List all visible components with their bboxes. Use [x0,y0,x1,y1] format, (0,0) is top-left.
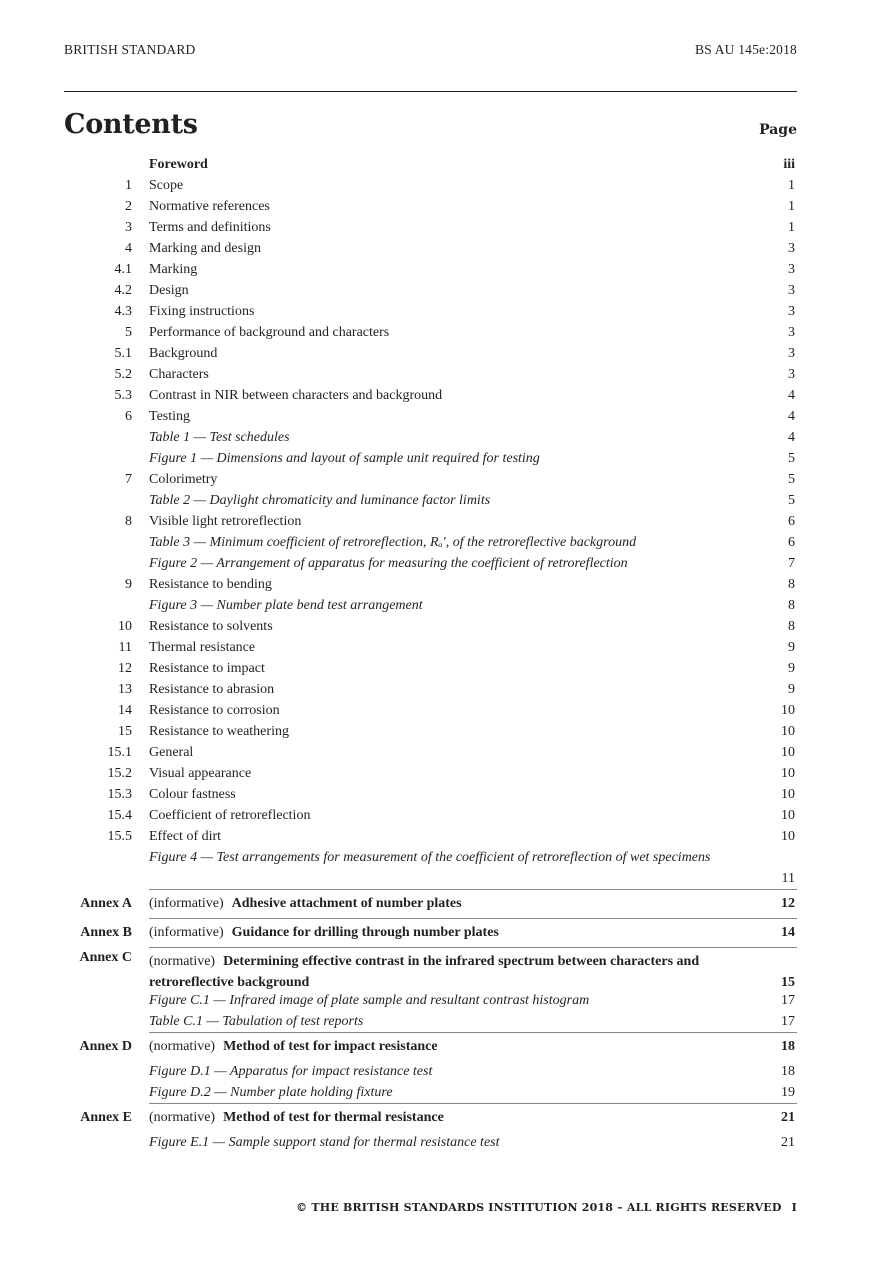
toc-entry-page: 9 [788,661,795,676]
toc-entry-page: 1 [788,199,795,214]
toc-entry-number: 1 [125,178,132,193]
toc-entry-page: 8 [788,619,795,634]
toc-entry-title: Performance of background and characters [149,325,390,340]
annex-type: (normative) [149,1110,216,1125]
toc-entry[interactable] [64,238,797,259]
toc-entry-page: 3 [788,283,795,298]
toc-entry-title: Figure 3 — Number plate bend test arrangement [149,598,423,613]
annex-entry[interactable] [80,890,797,918]
toc-entry-page: 10 [781,808,795,823]
toc-entry-page: 10 [781,724,795,739]
toc-entry-number: 5 [125,325,132,340]
annex-type: (informative) [149,896,224,911]
toc-entry-page: 6 [788,535,795,550]
toc-entry[interactable] [64,805,797,826]
annex-entry[interactable] [79,948,797,990]
annex-sub-page: 19 [781,1085,795,1100]
toc-entry-page: 9 [788,682,795,697]
toc-entry-page: 3 [788,262,795,277]
toc-entry-title: Contrast in NIR between characters and background [149,388,443,403]
toc-entry[interactable] [64,322,797,343]
toc-entry-number: 15.5 [107,829,132,844]
toc-entry-title: Table 1 — Test schedules [149,430,290,445]
annex-title: Method of test for impact resistance [223,1039,438,1054]
toc-entry-page: 3 [788,325,795,340]
annex-label: Annex A [80,896,132,911]
annex-sub-page: 18 [781,1064,795,1079]
toc-entry[interactable] [64,784,797,805]
toc-entry-number: 6 [125,409,132,424]
toc-entry-page: 7 [788,556,795,571]
toc-entry-title: Figure 2 — Arrangement of apparatus for measuring the coefficient of retroreflection [149,556,628,571]
annex-sub-entry[interactable] [149,990,797,1011]
toc-entry-title: Effect of dirt [149,829,222,844]
toc-entry-title: Resistance to weathering [149,724,289,739]
toc-entry-page: 8 [788,598,795,613]
annex-title-line [149,890,737,918]
toc-entry-title: Visual appearance [149,766,252,781]
toc-entry[interactable] [64,175,797,196]
running-header-right: BS AU 145e:2018 [694,42,797,57]
toc-entry-number: 10 [118,619,132,634]
annex-type: (normative) [149,1039,216,1054]
toc-entry-number: 15.4 [107,808,132,823]
annex-label: Annex D [79,1039,132,1054]
annex-entry[interactable] [79,1033,797,1061]
annex-label: Annex C [79,950,132,965]
toc-entry[interactable] [64,448,797,469]
toc-entry-number: 14 [118,703,132,718]
annex-page: 12 [781,896,795,911]
toc-entry[interactable] [64,532,797,553]
toc-entry[interactable] [64,154,797,175]
annex-sub-entry[interactable] [149,1061,797,1082]
annex-title: Guidance for drilling through number plates [231,925,499,940]
annex-block [79,947,797,1032]
toc-entry[interactable] [64,343,797,364]
toc-entry-page: 5 [788,493,795,508]
annex-sub-title: Figure C.1 — Infrared image of plate sample and resultant contrast histogram [149,993,590,1008]
toc-entry-number: 4.2 [114,283,132,298]
annex-page: 14 [781,925,795,940]
page-column-heading: Page [759,122,797,138]
toc-entry[interactable] [64,721,797,742]
toc-entry-page: 1 [788,178,795,193]
toc-entry-number: 4.3 [114,304,132,319]
toc-entry-page: 10 [781,745,795,760]
toc-entry-title: Background [149,346,218,361]
toc-entry[interactable] [64,469,797,490]
toc-entry-title: Design [149,283,189,298]
annex-page: 15 [781,975,795,990]
toc-entry[interactable] [64,490,797,511]
toc-entry-page: 3 [788,304,795,319]
toc-entry[interactable] [64,679,797,700]
annex-title-line [149,919,737,947]
annex-title: Method of test for thermal resistance [223,1110,444,1125]
toc-entry-number: 15.2 [107,766,132,781]
toc-entry-title: Coefficient of retroreflection [149,808,311,823]
toc-entry[interactable] [64,196,797,217]
toc-entry-number: 8 [125,514,132,529]
table-of-contents [64,154,797,1153]
toc-entry-number: 5.2 [114,367,132,382]
toc-entry-title: Resistance to abrasion [149,682,275,697]
toc-entry-title: Thermal resistance [149,640,256,655]
toc-entry-number: 7 [125,472,132,487]
toc-entry[interactable] [64,385,797,406]
toc-entry-title: Marking and design [149,241,261,256]
toc-entry-title: Resistance to impact [149,661,265,676]
toc-entry-page: 4 [788,388,795,403]
annex-entry[interactable] [80,1104,797,1132]
toc-entry-number: 4.1 [114,262,132,277]
annex-title-line [149,951,737,993]
annex-sub-title: Figure D.1 — Apparatus for impact resistance test [149,1064,433,1079]
toc-entry-page: 1 [788,220,795,235]
annex-sub-title: Figure E.1 — Sample support stand for thermal resistance test [149,1135,500,1150]
toc-entry[interactable] [64,616,797,637]
toc-entry-page: 11 [781,871,795,886]
toc-entry-page: iii [783,157,795,172]
toc-entry[interactable] [64,301,797,322]
toc-entry[interactable] [64,217,797,238]
toc-entry-title: Testing [149,409,191,424]
header-rule [64,91,797,92]
toc-entry[interactable] [64,511,797,532]
annex-label: Annex B [80,925,132,940]
toc-entry[interactable] [64,259,797,280]
toc-entry-title: Marking [149,262,198,277]
toc-entry-number: 5.1 [114,346,132,361]
toc-entry-number: 11 [118,640,132,655]
annex-sub-title: Figure D.2 — Number plate holding fixture [149,1085,393,1100]
toc-entry-number: 5.3 [114,388,132,403]
toc-entry-page: 3 [788,346,795,361]
toc-entry-page: 3 [788,241,795,256]
toc-entry-title: General [149,745,194,760]
toc-entry-title: Scope [149,178,184,193]
toc-entry[interactable] [64,427,797,448]
toc-entry[interactable] [64,406,797,427]
toc-entry-title: Table 2 — Daylight chromaticity and luminance factor limits [149,493,491,508]
toc-entry-title: Visible light retroreflection [149,514,302,529]
toc-entry-title: Characters [149,367,209,382]
toc-entry[interactable] [64,574,797,595]
toc-entry[interactable] [64,763,797,784]
annex-sub-entry[interactable] [149,1082,797,1103]
toc-entry[interactable] [64,280,797,301]
annex-block [80,1103,797,1153]
page-number: I [791,1201,797,1214]
annex-block [79,1032,797,1103]
toc-entry[interactable] [64,364,797,385]
annex-block [80,889,797,918]
page-title: Contents [64,109,198,140]
copyright-footer [296,1201,797,1214]
toc-entry-title: Colorimetry [149,472,218,487]
toc-entry-title: Terms and definitions [149,220,271,235]
toc-entry-title: Figure 4 — Test arrangements for measurement of the coefficient of retroreflection of wet specimens [149,850,711,865]
toc-entry-title: Resistance to bending [149,577,272,592]
annex-label: Annex E [80,1110,132,1125]
annex-sub-title: Table C.1 — Tabulation of test reports [149,1014,364,1029]
annex-sub-page: 17 [781,993,795,1008]
toc-entry[interactable] [64,700,797,721]
toc-entry[interactable] [64,826,797,847]
annex-sub-page: 17 [781,1014,795,1029]
toc-entry-number: 2 [125,199,132,214]
toc-entry-title: Resistance to solvents [149,619,273,634]
toc-entry-page: 10 [781,787,795,802]
toc-entry-page: 5 [788,472,795,487]
annex-title-line [149,1033,737,1061]
running-header-left: BRITISH STANDARD [64,42,196,57]
toc-entry-page: 8 [788,577,795,592]
toc-entry-title: Normative references [149,199,270,214]
annex-page: 18 [781,1039,795,1054]
toc-entry[interactable] [64,742,797,763]
toc-entry-number: 3 [125,220,132,235]
annex-page: 21 [781,1110,795,1125]
annex-sub-entry[interactable] [149,1132,797,1153]
toc-entry-title: Colour fastness [149,787,236,802]
toc-entry-number: 15.1 [107,745,132,760]
toc-entry-page: 9 [788,640,795,655]
toc-entry[interactable] [64,658,797,679]
toc-entry-title: Foreword [149,157,208,172]
toc-entry-page: 10 [781,766,795,781]
toc-entry-number: 15.3 [107,787,132,802]
annex-type: (normative) [149,954,216,969]
annex-title-line [149,1104,737,1132]
toc-entry-page: 5 [788,451,795,466]
toc-entry[interactable] [64,595,797,616]
toc-entry-title: Figure 1 — Dimensions and layout of sample unit required for testing [149,451,540,466]
annex-title: Adhesive attachment of number plates [231,896,462,911]
annex-title: Determining effective contrast in the infrared spectrum between characters and retroreflective background [149,954,700,990]
annex-sub-page: 21 [781,1135,795,1150]
toc-entry-page: 4 [788,409,795,424]
annex-sub-entry[interactable] [149,1011,797,1032]
toc-entry-number: 12 [118,661,132,676]
annex-block [80,918,797,947]
annex-type: (informative) [149,925,224,940]
toc-entry-title: Fixing instructions [149,304,255,319]
toc-entry[interactable] [64,847,797,889]
toc-entry-title: Table 3 — Minimum coefficient of retroreflection, Rₐ′, of the retroreflective background [149,535,637,550]
toc-entry[interactable] [64,637,797,658]
toc-entry-number: 4 [125,241,132,256]
toc-entry-page: 3 [788,367,795,382]
annex-entry[interactable] [80,919,797,947]
toc-entry[interactable] [64,553,797,574]
toc-entry-page: 6 [788,514,795,529]
toc-entry-title: Resistance to corrosion [149,703,280,718]
toc-entry-page: 10 [781,829,795,844]
toc-entry-number: 13 [118,682,132,697]
copyright-text: © THE BRITISH STANDARDS INSTITUTION 2018 – ALL RIGHTS RESERVED [296,1201,782,1214]
toc-entry-number: 15 [118,724,132,739]
toc-entry-number: 9 [125,577,132,592]
toc-entry-page: 4 [788,430,795,445]
toc-entry-page: 10 [781,703,795,718]
